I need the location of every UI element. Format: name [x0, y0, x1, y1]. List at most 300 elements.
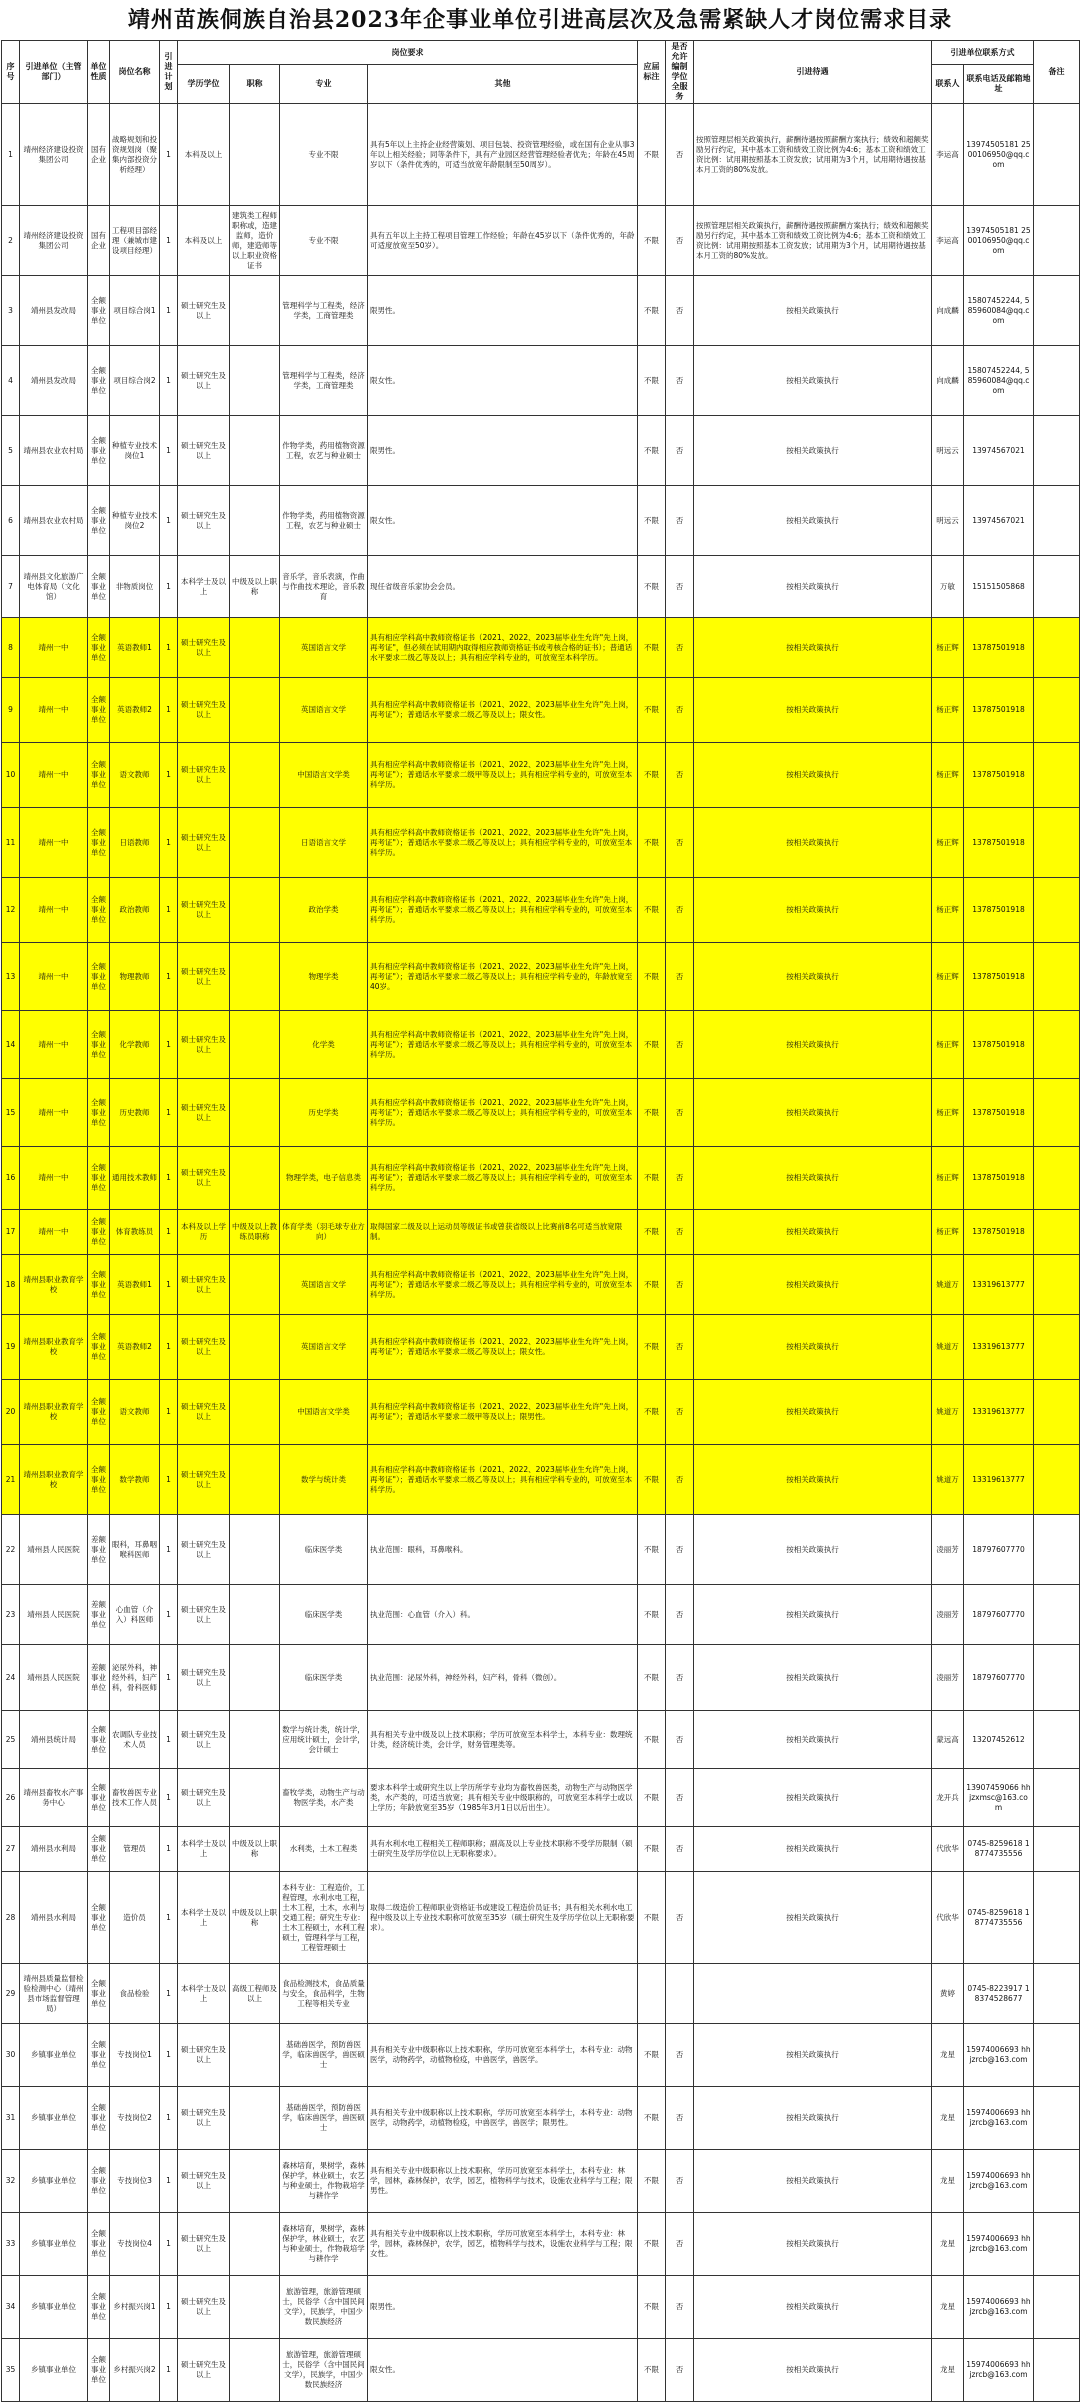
cell-seq: 35	[2, 2339, 20, 2402]
cell-seq: 26	[2, 1769, 20, 1827]
cell-remark	[1034, 1769, 1080, 1827]
cell-nature: 全额事业单位	[88, 743, 110, 808]
cell-recruit: 否	[666, 416, 694, 486]
cell-major: 作物学类，药用植物资源工程，农艺与种业硕士	[280, 416, 368, 486]
cell-major: 管理科学与工程类，经济学类，工商管理类	[280, 276, 368, 346]
cell-education: 硕士研究生及以上	[178, 878, 230, 943]
cell-contact: 龙星	[932, 2276, 964, 2339]
cell-recruit: 否	[666, 2150, 694, 2213]
cell-unit: 靖州县人民医院	[20, 1585, 88, 1645]
cell-seq: 2	[2, 206, 20, 276]
cell-unit: 靖州县畜牧水产事务中心	[20, 1769, 88, 1827]
cell-title	[230, 808, 280, 878]
cell-major: 中国语言文学类	[280, 1380, 368, 1445]
cell-education: 硕士研究生及以上	[178, 2339, 230, 2402]
cell-remark	[1034, 2087, 1080, 2150]
cell-plan: 1	[160, 416, 178, 486]
cell-phone: 15974006693 hhjzrcb@163.com	[964, 2339, 1034, 2402]
cell-remark	[1034, 1315, 1080, 1380]
cell-education: 本科及以上	[178, 104, 230, 206]
cell-seq: 3	[2, 276, 20, 346]
cell-education: 硕士研究生及以上	[178, 1147, 230, 1210]
document-title: 靖州苗族侗族自治县2023年企事业单位引进高层次及急需紧缺人才岗位需求目录	[127, 7, 953, 33]
table-row	[2, 2150, 1080, 2213]
cell-phone: 13907459066 hhjzxmsc@163.com	[964, 1769, 1034, 1827]
cell-age: 不限	[638, 1872, 666, 1964]
cell-contact: 龙开兵	[932, 1769, 964, 1827]
table-row	[2, 276, 1080, 346]
cell-major: 临床医学类	[280, 1585, 368, 1645]
cell-contact: 凌丽芳	[932, 1645, 964, 1711]
cell-other: 限女性。	[368, 346, 638, 416]
cell-treatment: 按相关政策执行	[694, 2087, 932, 2150]
table-row	[2, 1315, 1080, 1380]
cell-recruit: 否	[666, 943, 694, 1011]
cell-post: 专技岗位4	[110, 2213, 160, 2276]
cell-age: 不限	[638, 346, 666, 416]
cell-remark	[1034, 1079, 1080, 1147]
cell-nature: 全额事业单位	[88, 1380, 110, 1445]
cell-phone: 13974505181 2500106950@qq.com	[964, 206, 1034, 276]
cell-seq: 11	[2, 808, 20, 878]
cell-post: 英语教师1	[110, 618, 160, 678]
cell-major: 管理科学与工程类，经济学类，工商管理类	[280, 346, 368, 416]
cell-recruit: 否	[666, 2339, 694, 2402]
cell-education: 硕士研究生及以上	[178, 2150, 230, 2213]
table-row	[2, 1255, 1080, 1315]
cell-treatment: 按相关政策执行	[694, 1315, 932, 1380]
cell-education: 硕士研究生及以上	[178, 1769, 230, 1827]
cell-recruit: 否	[666, 104, 694, 206]
cell-plan: 1	[160, 1255, 178, 1315]
cell-remark	[1034, 618, 1080, 678]
cell-seq: 25	[2, 1711, 20, 1769]
header-requirements: 岗位要求	[178, 41, 638, 65]
cell-plan: 1	[160, 346, 178, 416]
cell-age: 不限	[638, 878, 666, 943]
cell-phone: 15974006693 hhjzrcb@163.com	[964, 2213, 1034, 2276]
cell-education: 硕士研究生及以上	[178, 1011, 230, 1079]
cell-age: 不限	[638, 1255, 666, 1315]
header-treatment: 引进待遇	[694, 41, 932, 104]
cell-treatment: 按照管理层相关政策执行，薪酬待遇按照薪酬方案执行；绩效和超额奖励另行约定，其中基本工资和绩效工资比例为4:6；基本工资和绩效工资比例：试用期按照基本工资发放；试用期为3个月，试用期待遇按基本月工资的80%发放。	[694, 206, 932, 276]
cell-phone: 15151505868	[964, 556, 1034, 618]
cell-treatment: 按相关政策执行	[694, 1827, 932, 1872]
cell-recruit: 否	[666, 1769, 694, 1827]
header-post-name: 岗位名称	[110, 41, 160, 104]
cell-plan: 1	[160, 1645, 178, 1711]
cell-nature: 全额事业单位	[88, 1255, 110, 1315]
cell-recruit: 否	[666, 1255, 694, 1315]
cell-nature: 全额事业单位	[88, 1711, 110, 1769]
cell-remark	[1034, 276, 1080, 346]
cell-phone: 15974006693 hhjzrcb@163.com	[964, 2024, 1034, 2087]
cell-major: 食品检测技术，食品质量与安全，食品科学，生物工程等相关专业	[280, 1964, 368, 2024]
cell-unit: 靖州一中	[20, 943, 88, 1011]
cell-remark	[1034, 1515, 1080, 1585]
cell-remark	[1034, 1711, 1080, 1769]
cell-title: 中级及以上职称	[230, 1872, 280, 1964]
table-row	[2, 1445, 1080, 1515]
cell-post: 项目综合岗1	[110, 276, 160, 346]
cell-unit: 靖州县水利局	[20, 1872, 88, 1964]
cell-education: 硕士研究生及以上	[178, 1315, 230, 1380]
cell-remark	[1034, 2339, 1080, 2402]
table-row	[2, 2276, 1080, 2339]
cell-other: 具有相应学科高中教师资格证书（2021、2022、2023届毕业生允许"先上岗，再考证"）；普通话水平要求二级乙等及以上；具有相应学科专业的，可放宽至本科学历。	[368, 1011, 638, 1079]
cell-phone: 18797607770	[964, 1515, 1034, 1585]
header-unit: 引进单位（主管部门）	[20, 41, 88, 104]
cell-unit: 靖州一中	[20, 618, 88, 678]
cell-remark	[1034, 2213, 1080, 2276]
cell-seq: 15	[2, 1079, 20, 1147]
cell-remark	[1034, 104, 1080, 206]
cell-recruit: 否	[666, 346, 694, 416]
cell-treatment: 按相关政策执行	[694, 346, 932, 416]
cell-contact: 龙星	[932, 2087, 964, 2150]
cell-treatment: 按相关政策执行	[694, 1255, 932, 1315]
cell-treatment: 按相关政策执行	[694, 276, 932, 346]
cell-plan: 1	[160, 2213, 178, 2276]
cell-age: 不限	[638, 2213, 666, 2276]
cell-other: 具有相关专业中级职称以上技术职称，学历可放宽至本科学士，本科专业：林学，园林，森林保护，农学，园艺，植物科学与技术，设施农业科学与工程；限女性。	[368, 2213, 638, 2276]
cell-contact: 李运高	[932, 206, 964, 276]
cell-title	[230, 2087, 280, 2150]
cell-seq: 16	[2, 1147, 20, 1210]
cell-title: 高级工程师及以上	[230, 1964, 280, 2024]
table-row	[2, 2213, 1080, 2276]
cell-major: 数学与统计类	[280, 1445, 368, 1515]
cell-contact: 杨正辉	[932, 943, 964, 1011]
cell-remark	[1034, 1964, 1080, 2024]
cell-nature: 全额事业单位	[88, 2087, 110, 2150]
cell-other: 限男性。	[368, 2276, 638, 2339]
header-major: 专业	[280, 65, 368, 104]
cell-age: 不限	[638, 556, 666, 618]
cell-recruit: 否	[666, 1147, 694, 1210]
cell-education: 硕士研究生及以上	[178, 1445, 230, 1515]
cell-seq: 10	[2, 743, 20, 808]
cell-age: 不限	[638, 1585, 666, 1645]
cell-contact: 姚道万	[932, 1380, 964, 1445]
cell-remark	[1034, 1645, 1080, 1711]
cell-major: 旅游管理，旅游管理硕士，民俗学（含中国民间文学），民族学，中国少数民族经济	[280, 2339, 368, 2402]
cell-nature: 全额事业单位	[88, 276, 110, 346]
cell-phone: 15974006693 hhjzrcb@163.com	[964, 2150, 1034, 2213]
cell-seq: 19	[2, 1315, 20, 1380]
cell-recruit: 否	[666, 1380, 694, 1445]
table-row	[2, 1515, 1080, 1585]
cell-recruit: 否	[666, 1011, 694, 1079]
cell-education: 硕士研究生及以上	[178, 618, 230, 678]
cell-seq: 32	[2, 2150, 20, 2213]
cell-education: 本科学士及以上	[178, 556, 230, 618]
cell-major: 临床医学类	[280, 1515, 368, 1585]
cell-age: 不限	[638, 678, 666, 743]
cell-title: 中级及以上职称	[230, 556, 280, 618]
cell-recruit: 否	[666, 1872, 694, 1964]
table-row	[2, 486, 1080, 556]
header-phone: 联系电话及邮箱地址	[964, 65, 1034, 104]
table-row	[2, 1585, 1080, 1645]
cell-education: 硕士研究生及以上	[178, 1711, 230, 1769]
cell-nature: 差额事业单位	[88, 1515, 110, 1585]
cell-post: 语文教师	[110, 743, 160, 808]
cell-contact: 明远云	[932, 416, 964, 486]
cell-other: 具有相应学科高中教师资格证书（2021、2022、2023届毕业生允许"先上岗，再考证"）；普通话水平要求二级乙等及以上；具有相应学科专业的，可放宽至本科学历。	[368, 1255, 638, 1315]
cell-phone: 13787501918	[964, 678, 1034, 743]
cell-age: 不限	[638, 1380, 666, 1445]
cell-nature: 全额事业单位	[88, 943, 110, 1011]
cell-remark	[1034, 556, 1080, 618]
cell-other: 限男性。	[368, 416, 638, 486]
cell-nature: 全额事业单位	[88, 878, 110, 943]
cell-education: 硕士研究生及以上	[178, 2213, 230, 2276]
cell-age: 不限	[638, 2087, 666, 2150]
cell-major: 英国语言文学	[280, 618, 368, 678]
cell-phone: 13787501918	[964, 743, 1034, 808]
cell-plan: 1	[160, 1585, 178, 1645]
cell-treatment: 按相关政策执行	[694, 878, 932, 943]
cell-contact: 代欣华	[932, 1872, 964, 1964]
cell-age: 不限	[638, 1515, 666, 1585]
cell-contact: 万敏	[932, 556, 964, 618]
cell-phone: 15807452244, 585960084@qq.com	[964, 346, 1034, 416]
header-unit-nature: 单位性质	[88, 41, 110, 104]
cell-major: 日语语言文学	[280, 808, 368, 878]
cell-title	[230, 878, 280, 943]
cell-post: 种植专业技术岗位2	[110, 486, 160, 556]
cell-seq: 31	[2, 2087, 20, 2150]
cell-education: 本科学士及以上	[178, 1964, 230, 2024]
cell-nature: 全额事业单位	[88, 2213, 110, 2276]
cell-post: 英语教师1	[110, 1255, 160, 1315]
cell-seq: 1	[2, 104, 20, 206]
cell-plan: 1	[160, 1079, 178, 1147]
cell-education: 本科及以上学历	[178, 1210, 230, 1255]
cell-remark	[1034, 2150, 1080, 2213]
cell-age: 不限	[638, 2276, 666, 2339]
cell-recruit: 否	[666, 2024, 694, 2087]
table-row	[2, 1147, 1080, 1210]
cell-phone: 13207452612	[964, 1711, 1034, 1769]
cell-education: 硕士研究生及以上	[178, 678, 230, 743]
cell-remark	[1034, 678, 1080, 743]
cell-recruit: 否	[666, 2213, 694, 2276]
cell-unit: 靖州一中	[20, 678, 88, 743]
cell-post: 物理教师	[110, 943, 160, 1011]
cell-education: 硕士研究生及以上	[178, 276, 230, 346]
cell-plan: 1	[160, 276, 178, 346]
cell-seq: 33	[2, 2213, 20, 2276]
cell-other: 要求本科学士或研究生以上学历所学专业均为畜牧兽医类，动物生产与动物医学类，水产类的，可适当放宽；具有相关专业中级职称的，可放宽至本科学士或以上学历；年龄放宽至35岁（1985年3月1日以后出生）。	[368, 1769, 638, 1827]
table-row	[2, 206, 1080, 276]
cell-post: 管理员	[110, 1827, 160, 1872]
cell-unit: 靖州县职业教育学校	[20, 1315, 88, 1380]
cell-age: 不限	[638, 1011, 666, 1079]
cell-unit: 靖州一中	[20, 878, 88, 943]
cell-title	[230, 1711, 280, 1769]
cell-plan: 1	[160, 1964, 178, 2024]
cell-education: 硕士研究生及以上	[178, 346, 230, 416]
cell-title	[230, 618, 280, 678]
cell-title	[230, 743, 280, 808]
cell-contact: 龙星	[932, 2024, 964, 2087]
cell-unit: 靖州县农业农村局	[20, 486, 88, 556]
cell-title	[230, 416, 280, 486]
cell-major: 专业不限	[280, 206, 368, 276]
cell-nature: 全额事业单位	[88, 1079, 110, 1147]
cell-education: 硕士研究生及以上	[178, 1380, 230, 1445]
cell-post: 专技岗位1	[110, 2024, 160, 2087]
cell-unit: 靖州县统计局	[20, 1711, 88, 1769]
cell-plan: 1	[160, 1011, 178, 1079]
cell-major: 基础兽医学，预防兽医学，临床兽医学，兽医硕士	[280, 2024, 368, 2087]
positions-table	[1, 40, 1080, 2402]
cell-nature: 差额事业单位	[88, 1585, 110, 1645]
cell-remark	[1034, 486, 1080, 556]
cell-age: 不限	[638, 1827, 666, 1872]
cell-unit: 靖州县文化旅游广电体育局（文化馆）	[20, 556, 88, 618]
cell-remark	[1034, 206, 1080, 276]
cell-education: 硕士研究生及以上	[178, 808, 230, 878]
cell-remark	[1034, 1255, 1080, 1315]
cell-title	[230, 1255, 280, 1315]
table-row	[2, 1711, 1080, 1769]
cell-post: 乡村振兴岗1	[110, 2276, 160, 2339]
cell-post: 体育教练员	[110, 1210, 160, 1255]
cell-seq: 14	[2, 1011, 20, 1079]
cell-unit: 靖州一中	[20, 1147, 88, 1210]
cell-treatment: 按相关政策执行	[694, 943, 932, 1011]
cell-phone: 18797607770	[964, 1645, 1034, 1711]
cell-contact: 杨正辉	[932, 743, 964, 808]
cell-contact: 代欣华	[932, 1827, 964, 1872]
cell-seq: 18	[2, 1255, 20, 1315]
cell-other: 具有相关专业中级职称以上技术职称，学历可放宽至本科学士，本科专业：动物医学，动物药学，动植物检疫，中兽医学，兽医学；限男性。	[368, 2087, 638, 2150]
cell-age: 不限	[638, 1711, 666, 1769]
cell-contact: 明远云	[932, 486, 964, 556]
cell-treatment: 按相关政策执行	[694, 1872, 932, 1964]
cell-remark	[1034, 743, 1080, 808]
table-row	[2, 1079, 1080, 1147]
cell-phone: 13974505181 2500106950@qq.com	[964, 104, 1034, 206]
cell-other: 具有相应学科高中教师资格证书（2021、2022、2023届毕业生允许"先上岗，再考证"）；普通话水平要求二级乙等及以上；具有相应学科专业的，可放宽至本科学历。	[368, 1079, 638, 1147]
cell-nature: 全额事业单位	[88, 556, 110, 618]
cell-other: 执业范围：心血管（介入）科。	[368, 1585, 638, 1645]
cell-title	[230, 1645, 280, 1711]
cell-seq: 21	[2, 1445, 20, 1515]
cell-nature: 全额事业单位	[88, 1445, 110, 1515]
header-plan: 引进计划	[160, 41, 178, 104]
cell-seq: 22	[2, 1515, 20, 1585]
cell-seq: 6	[2, 486, 20, 556]
cell-major: 森林培育，果树学，森林保护学，林业硕士，农艺与种业硕士，作物栽培学与耕作学	[280, 2150, 368, 2213]
cell-unit: 靖州县发改局	[20, 276, 88, 346]
cell-treatment: 按相关政策执行	[694, 1515, 932, 1585]
cell-education: 硕士研究生及以上	[178, 1645, 230, 1711]
cell-unit: 乡镇事业单位	[20, 2150, 88, 2213]
cell-nature: 差额事业单位	[88, 1645, 110, 1711]
cell-nature: 全额事业单位	[88, 486, 110, 556]
header-remark: 备注	[1034, 41, 1080, 104]
cell-post: 农调队专业技术人员	[110, 1711, 160, 1769]
cell-post: 专技岗位2	[110, 2087, 160, 2150]
table-row	[2, 416, 1080, 486]
cell-age: 不限	[638, 206, 666, 276]
cell-post: 英语教师2	[110, 678, 160, 743]
cell-age: 不限	[638, 2150, 666, 2213]
cell-remark	[1034, 1827, 1080, 1872]
cell-plan: 1	[160, 878, 178, 943]
cell-unit: 靖州一中	[20, 1079, 88, 1147]
cell-recruit: 否	[666, 2087, 694, 2150]
cell-seq: 30	[2, 2024, 20, 2087]
cell-age: 不限	[638, 1445, 666, 1515]
cell-age: 不限	[638, 943, 666, 1011]
cell-remark	[1034, 1380, 1080, 1445]
cell-nature: 全额事业单位	[88, 2276, 110, 2339]
cell-other: 具有五年以上主持工程项目管理工作经验；年龄在45岁以下（条件优秀的，年龄可适度放宽至50岁）。	[368, 206, 638, 276]
cell-major: 音乐学，音乐表演，作曲与作曲技术理论，音乐教育	[280, 556, 368, 618]
cell-education: 硕士研究生及以上	[178, 416, 230, 486]
cell-unit: 靖州县职业教育学校	[20, 1445, 88, 1515]
cell-unit: 靖州县人民医院	[20, 1515, 88, 1585]
cell-recruit: 否	[666, 486, 694, 556]
cell-contact: 杨正辉	[932, 1210, 964, 1255]
cell-contact: 龙星	[932, 2150, 964, 2213]
cell-nature: 全额事业单位	[88, 1769, 110, 1827]
cell-seq: 7	[2, 556, 20, 618]
cell-major: 森林培育，果树学，森林保护学，林业硕士，农艺与种业硕士，作物栽培学与耕作学	[280, 2213, 368, 2276]
cell-plan: 1	[160, 1445, 178, 1515]
cell-seq: 9	[2, 678, 20, 743]
cell-major: 历史学类	[280, 1079, 368, 1147]
cell-remark	[1034, 1210, 1080, 1255]
cell-nature: 全额事业单位	[88, 1872, 110, 1964]
cell-title	[230, 1515, 280, 1585]
cell-major: 政治学类	[280, 878, 368, 943]
cell-age: 不限	[638, 1079, 666, 1147]
cell-age	[638, 1964, 666, 2024]
cell-treatment: 按相关政策执行	[694, 1011, 932, 1079]
cell-remark	[1034, 1585, 1080, 1645]
cell-recruit: 否	[666, 1827, 694, 1872]
cell-plan: 1	[160, 2087, 178, 2150]
cell-age: 不限	[638, 1769, 666, 1827]
cell-contact: 龙星	[932, 2213, 964, 2276]
cell-contact: 姚道万	[932, 1445, 964, 1515]
cell-remark	[1034, 1445, 1080, 1515]
cell-post: 心血管（介入）科医师	[110, 1585, 160, 1645]
cell-recruit: 否	[666, 206, 694, 276]
cell-major: 水利类，土木工程类	[280, 1827, 368, 1872]
cell-post: 战略规划和投资规划岗（聚集内部投资分析经理）	[110, 104, 160, 206]
cell-seq: 8	[2, 618, 20, 678]
cell-unit: 乡镇事业单位	[20, 2213, 88, 2276]
cell-post: 通用技术教师	[110, 1147, 160, 1210]
cell-education: 硕士研究生及以上	[178, 2276, 230, 2339]
cell-contact: 杨正辉	[932, 678, 964, 743]
cell-plan: 1	[160, 1769, 178, 1827]
cell-other: 具有水利水电工程相关工程师职称；副高及以上专业技术职称不受学历限制（硕士研究生及学历学位以上无职称要求）。	[368, 1827, 638, 1872]
cell-age: 不限	[638, 1645, 666, 1711]
cell-title: 中级及以上职称	[230, 1827, 280, 1872]
cell-contact: 杨正辉	[932, 808, 964, 878]
cell-other: 具有相应学科高中教师资格证书（2021、2022、2023届毕业生允许"先上岗，再考证"）；普通话水平要求二级乙等及以上；限女性。	[368, 1315, 638, 1380]
cell-title: 建筑类工程师职称或，造建监师，造价师，建造师等以上职业资格证书	[230, 206, 280, 276]
cell-unit: 乡镇事业单位	[20, 2087, 88, 2150]
